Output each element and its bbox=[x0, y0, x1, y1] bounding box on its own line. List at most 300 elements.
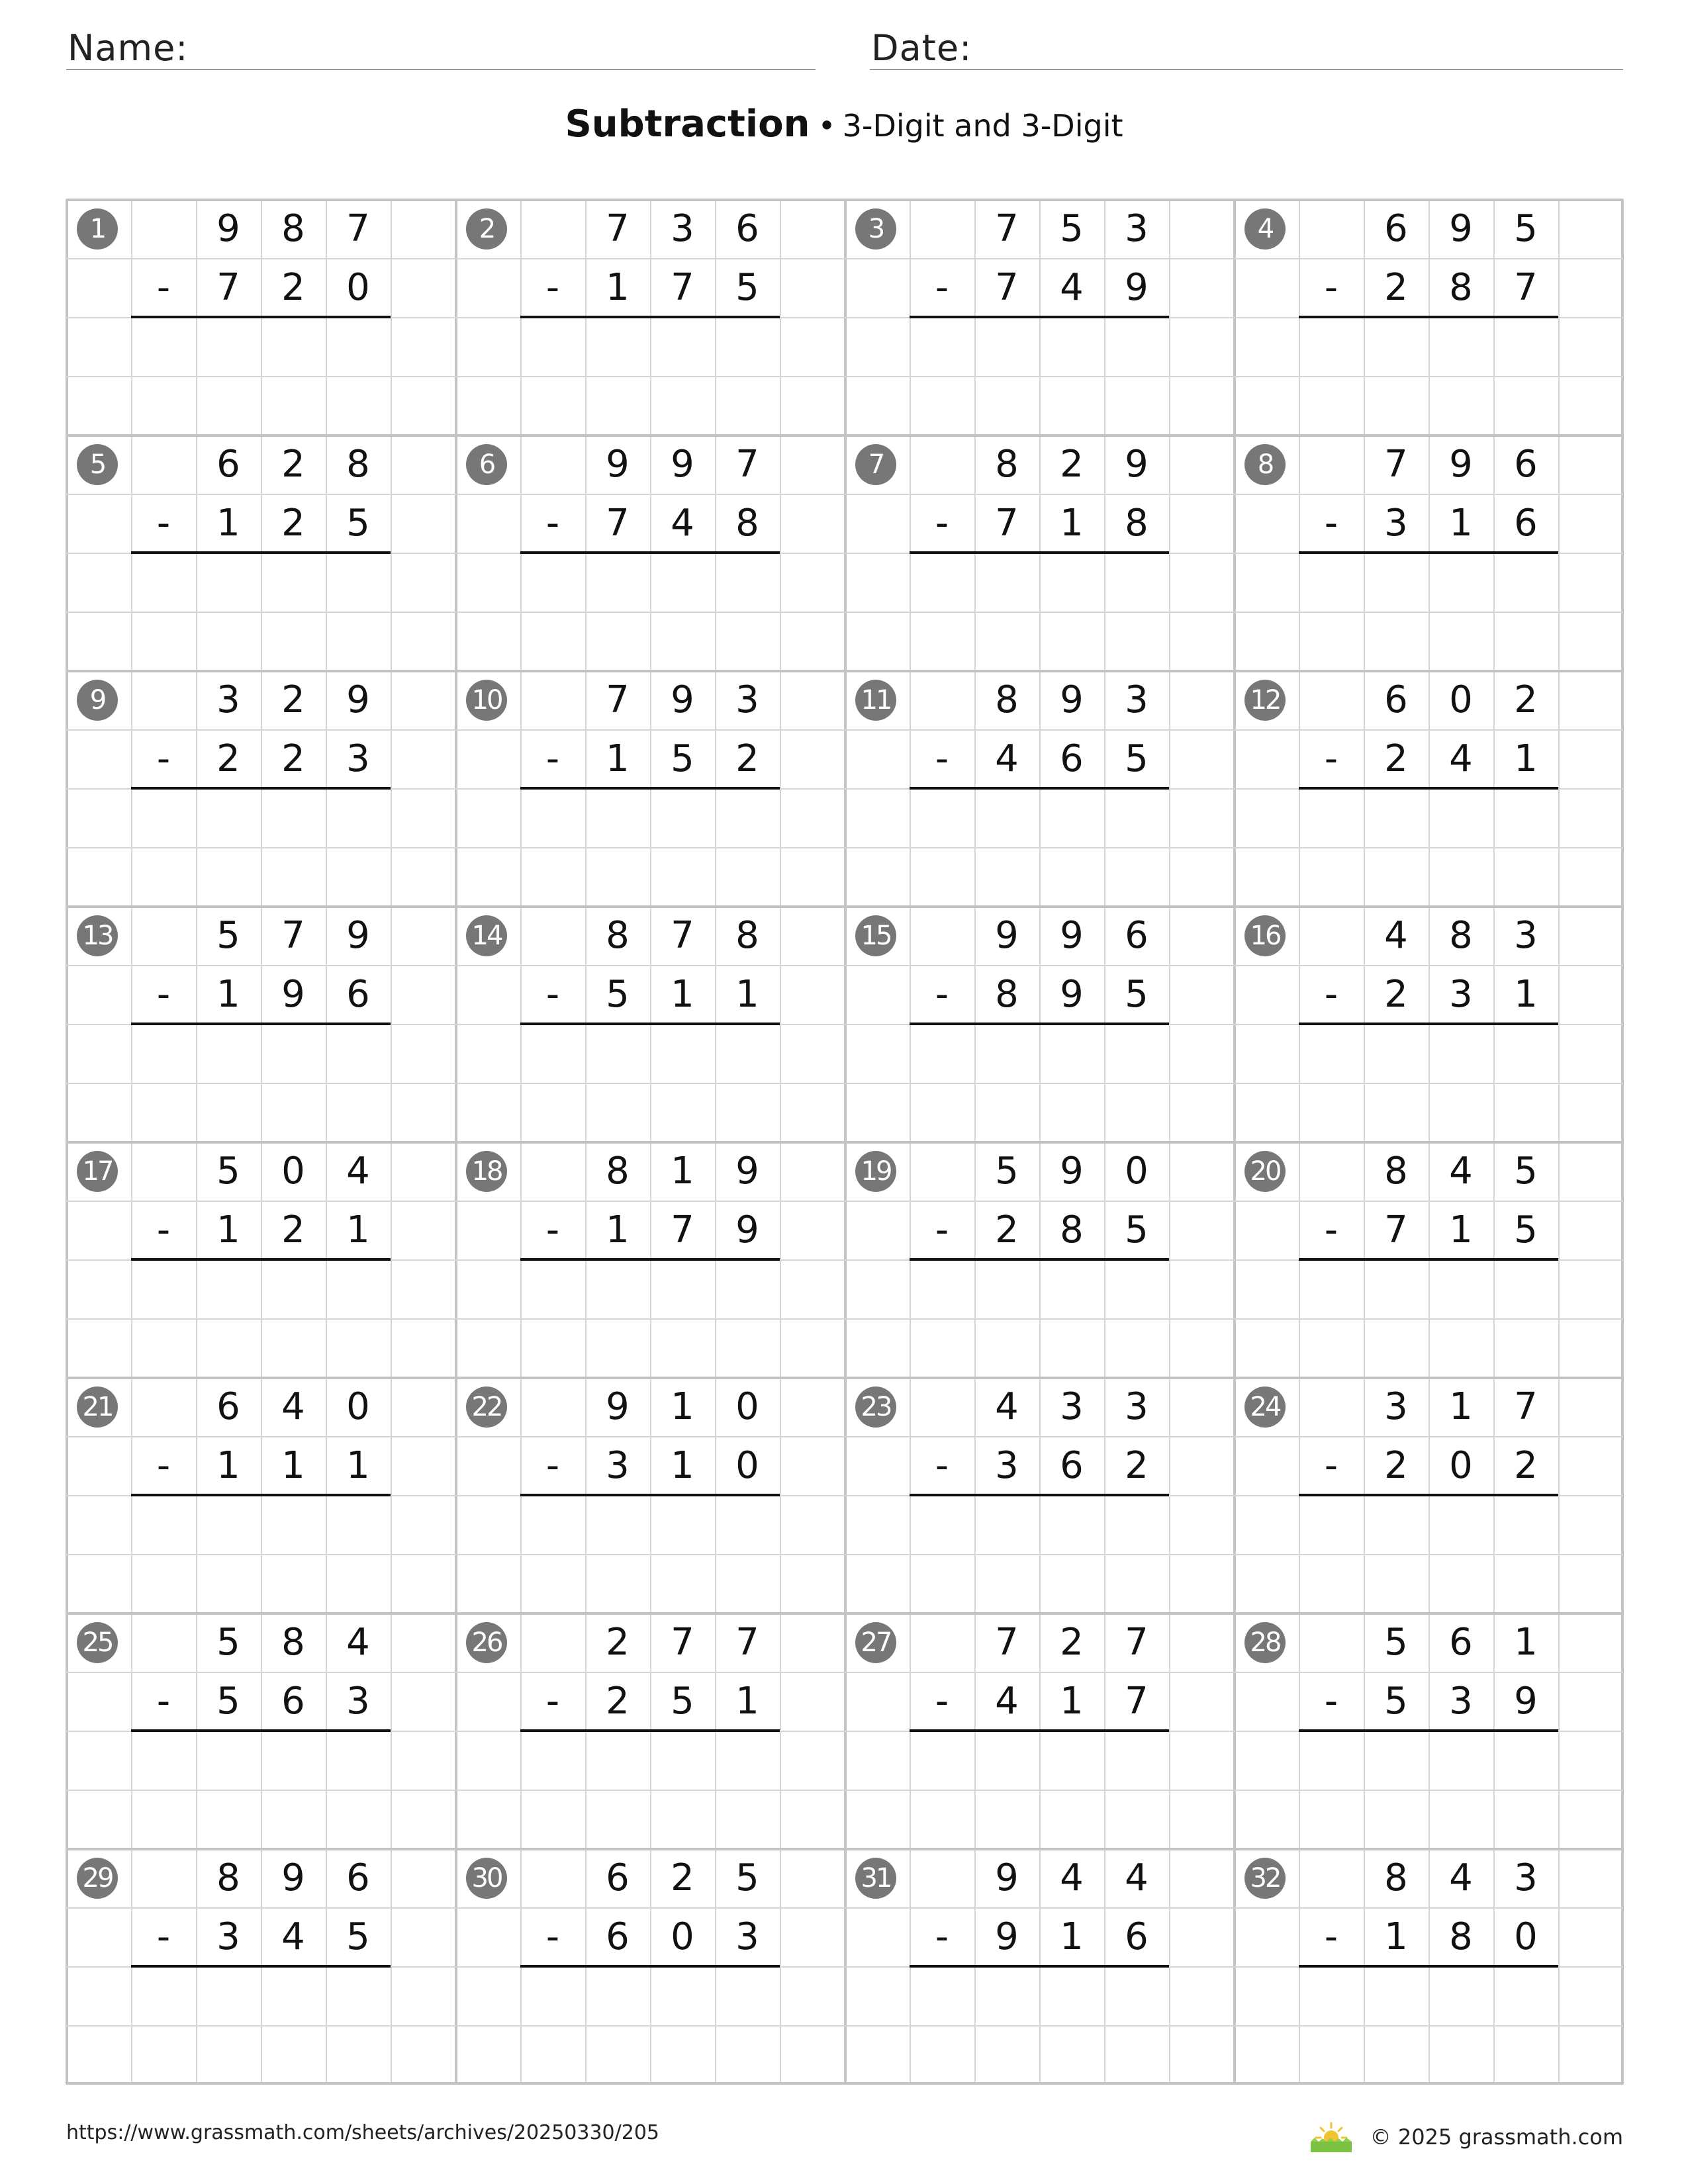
minus-sign: - bbox=[156, 1680, 171, 1723]
subtrahend-digit: 2 bbox=[281, 737, 305, 780]
problem-number-badge: 24 bbox=[1244, 1387, 1286, 1428]
subtrahend-digit: 1 bbox=[216, 1208, 240, 1251]
title-main: Subtraction bbox=[565, 103, 810, 146]
subtrahend-digit: 1 bbox=[1060, 1680, 1084, 1723]
minuend-digit: 0 bbox=[1449, 678, 1473, 721]
answer-line bbox=[910, 1965, 1169, 1968]
minuend-digit: 2 bbox=[281, 678, 305, 721]
subtrahend-digit: 4 bbox=[671, 502, 694, 545]
minuend-digit: 7 bbox=[735, 1621, 759, 1664]
minuend-digit: 8 bbox=[735, 914, 759, 957]
minuend-digit: 6 bbox=[1514, 443, 1538, 486]
subtrahend-digit: 5 bbox=[1514, 1208, 1538, 1251]
subtrahend-digit: 0 bbox=[671, 1915, 694, 1958]
problem-number-badge: 26 bbox=[466, 1622, 507, 1663]
minus-sign: - bbox=[545, 1208, 560, 1251]
subtrahend-digit: 5 bbox=[671, 737, 694, 780]
subtrahend-digit: 5 bbox=[606, 973, 630, 1016]
subtrahend-digit: 7 bbox=[1514, 266, 1538, 309]
problem-6 bbox=[455, 435, 845, 670]
subtrahend-digit: 2 bbox=[1514, 1444, 1538, 1487]
problem-13 bbox=[66, 906, 455, 1142]
problem-15 bbox=[845, 906, 1234, 1142]
answer-line bbox=[1299, 1965, 1558, 1968]
minus-sign: - bbox=[545, 1915, 560, 1958]
subtrahend-digit: 1 bbox=[606, 737, 630, 780]
minuend-digit: 5 bbox=[995, 1150, 1019, 1193]
date-label: Date: bbox=[871, 27, 972, 69]
subtrahend-digit: 2 bbox=[1384, 737, 1408, 780]
minus-sign: - bbox=[1324, 266, 1338, 309]
minuend-digit: 5 bbox=[735, 1856, 759, 1899]
answer-line bbox=[520, 1965, 780, 1968]
problem-16 bbox=[1234, 906, 1623, 1142]
answer-line bbox=[520, 1729, 780, 1732]
answer-line bbox=[1299, 1729, 1558, 1732]
minuend-digit: 9 bbox=[671, 443, 694, 486]
problem-29 bbox=[66, 1848, 455, 2084]
minuend-digit: 7 bbox=[1125, 1621, 1149, 1664]
problem-1 bbox=[66, 199, 455, 435]
subtrahend-digit: 8 bbox=[735, 502, 759, 545]
minus-sign: - bbox=[935, 1444, 949, 1487]
problem-3 bbox=[845, 199, 1234, 435]
answer-line bbox=[131, 1729, 391, 1732]
problem-number-badge: 13 bbox=[77, 915, 118, 956]
minus-sign: - bbox=[545, 502, 560, 545]
answer-line bbox=[131, 787, 391, 790]
minus-sign: - bbox=[156, 266, 171, 309]
subtrahend-digit: 9 bbox=[1125, 266, 1149, 309]
problem-5 bbox=[66, 435, 455, 670]
subtrahend-digit: 1 bbox=[671, 1444, 694, 1487]
subtrahend-digit: 1 bbox=[216, 973, 240, 1016]
minuend-digit: 7 bbox=[346, 207, 370, 250]
problem-number-badge: 9 bbox=[77, 680, 118, 721]
minuend-digit: 2 bbox=[1514, 678, 1538, 721]
subtrahend-digit: 9 bbox=[1514, 1680, 1538, 1723]
problem-number-badge: 27 bbox=[855, 1622, 896, 1663]
subtrahend-digit: 5 bbox=[1384, 1680, 1408, 1723]
footer-copyright-block bbox=[1308, 2120, 1623, 2154]
minuend-digit: 7 bbox=[606, 207, 630, 250]
problem-number-badge: 4 bbox=[1244, 208, 1286, 250]
minuend-digit: 4 bbox=[346, 1621, 370, 1664]
answer-line bbox=[520, 1494, 780, 1496]
minuend-digit: 3 bbox=[1514, 914, 1538, 957]
subtrahend-digit: 1 bbox=[735, 1680, 759, 1723]
subtrahend-digit: 2 bbox=[216, 737, 240, 780]
problem-number-badge: 8 bbox=[1244, 444, 1286, 485]
minuend-digit: 7 bbox=[1384, 443, 1408, 486]
minuend-digit: 7 bbox=[735, 443, 759, 486]
subtrahend-digit: 6 bbox=[606, 1915, 630, 1958]
subtrahend-digit: 5 bbox=[735, 266, 759, 309]
minus-sign: - bbox=[935, 737, 949, 780]
minuend-digit: 4 bbox=[346, 1150, 370, 1193]
problem-number-badge: 15 bbox=[855, 915, 896, 956]
subtrahend-digit: 2 bbox=[281, 502, 305, 545]
problem-2 bbox=[455, 199, 845, 435]
minuend-digit: 6 bbox=[606, 1856, 630, 1899]
sun-over-grass-icon bbox=[1308, 2120, 1354, 2154]
subtrahend-digit: 2 bbox=[281, 266, 305, 309]
minus-sign: - bbox=[156, 737, 171, 780]
minuend-digit: 3 bbox=[216, 678, 240, 721]
problem-20 bbox=[1234, 1142, 1623, 1377]
minuend-digit: 8 bbox=[346, 443, 370, 486]
minuend-digit: 9 bbox=[1449, 443, 1473, 486]
problem-number-badge: 18 bbox=[466, 1151, 507, 1192]
subtrahend-digit: 7 bbox=[1384, 1208, 1408, 1251]
minuend-digit: 5 bbox=[1384, 1621, 1408, 1664]
subtrahend-digit: 3 bbox=[346, 737, 370, 780]
subtrahend-digit: 6 bbox=[346, 973, 370, 1016]
problem-number-badge: 25 bbox=[77, 1622, 118, 1663]
minuend-digit: 8 bbox=[1384, 1150, 1408, 1193]
subtrahend-digit: 0 bbox=[1514, 1915, 1538, 1958]
subtrahend-digit: 2 bbox=[995, 1208, 1019, 1251]
subtrahend-digit: 2 bbox=[735, 737, 759, 780]
subtrahend-digit: 3 bbox=[346, 1680, 370, 1723]
name-field[interactable] bbox=[66, 24, 816, 70]
problem-number-badge: 30 bbox=[466, 1858, 507, 1899]
subtrahend-digit: 1 bbox=[1060, 502, 1084, 545]
minuend-digit: 6 bbox=[216, 443, 240, 486]
problem-7 bbox=[845, 435, 1234, 670]
subtrahend-digit: 5 bbox=[1125, 737, 1149, 780]
problem-24 bbox=[1234, 1377, 1623, 1613]
problem-number-badge: 2 bbox=[466, 208, 507, 250]
subtrahend-digit: 3 bbox=[606, 1444, 630, 1487]
minuend-digit: 9 bbox=[995, 914, 1019, 957]
subtrahend-digit: 1 bbox=[1514, 973, 1538, 1016]
answer-line bbox=[1299, 1258, 1558, 1261]
problem-number-badge: 32 bbox=[1244, 1858, 1286, 1899]
problem-number-badge: 3 bbox=[855, 208, 896, 250]
problem-number-badge: 21 bbox=[77, 1387, 118, 1428]
subtrahend-digit: 2 bbox=[281, 1208, 305, 1251]
minuend-digit: 4 bbox=[1449, 1856, 1473, 1899]
subtrahend-digit: 1 bbox=[606, 1208, 630, 1251]
answer-line bbox=[1299, 316, 1558, 318]
subtrahend-digit: 1 bbox=[1060, 1915, 1084, 1958]
minuend-digit: 8 bbox=[606, 914, 630, 957]
answer-line bbox=[520, 551, 780, 554]
minus-sign: - bbox=[545, 1444, 560, 1487]
subtrahend-digit: 1 bbox=[346, 1208, 370, 1251]
minus-sign: - bbox=[935, 1208, 949, 1251]
subtrahend-digit: 3 bbox=[1449, 1680, 1473, 1723]
minus-sign: - bbox=[545, 1680, 560, 1723]
problem-number-badge: 19 bbox=[855, 1151, 896, 1192]
minuend-digit: 2 bbox=[281, 443, 305, 486]
minuend-digit: 4 bbox=[1449, 1150, 1473, 1193]
subtrahend-digit: 6 bbox=[1060, 1444, 1084, 1487]
minuend-digit: 8 bbox=[216, 1856, 240, 1899]
minus-sign: - bbox=[1324, 1444, 1338, 1487]
minuend-digit: 6 bbox=[1125, 914, 1149, 957]
minuend-digit: 3 bbox=[1514, 1856, 1538, 1899]
problem-number-badge: 22 bbox=[466, 1387, 507, 1428]
problem-number-badge: 31 bbox=[855, 1858, 896, 1899]
minus-sign: - bbox=[1324, 737, 1338, 780]
problem-21 bbox=[66, 1377, 455, 1613]
minus-sign: - bbox=[935, 1915, 949, 1958]
subtrahend-digit: 7 bbox=[1125, 1680, 1149, 1723]
minuend-digit: 8 bbox=[1449, 914, 1473, 957]
minuend-digit: 1 bbox=[1514, 1621, 1538, 1664]
minuend-digit: 3 bbox=[671, 207, 694, 250]
subtrahend-digit: 1 bbox=[216, 1444, 240, 1487]
problem-number-badge: 29 bbox=[77, 1858, 118, 1899]
subtrahend-digit: 2 bbox=[1384, 1444, 1408, 1487]
minus-sign: - bbox=[1324, 973, 1338, 1016]
problem-19 bbox=[845, 1142, 1234, 1377]
answer-line bbox=[520, 1023, 780, 1025]
answer-line bbox=[910, 1023, 1169, 1025]
subtrahend-digit: 9 bbox=[995, 1915, 1019, 1958]
problem-number-badge: 17 bbox=[77, 1151, 118, 1192]
subtrahend-digit: 9 bbox=[1060, 973, 1084, 1016]
minuend-digit: 3 bbox=[1125, 1385, 1149, 1428]
minus-sign: - bbox=[545, 737, 560, 780]
minus-sign: - bbox=[545, 266, 560, 309]
subtrahend-digit: 7 bbox=[671, 266, 694, 309]
problem-number-badge: 7 bbox=[855, 444, 896, 485]
answer-line bbox=[520, 316, 780, 318]
subtrahend-digit: 1 bbox=[216, 502, 240, 545]
minuend-digit: 7 bbox=[1514, 1385, 1538, 1428]
answer-line bbox=[1299, 551, 1558, 554]
subtrahend-digit: 3 bbox=[1384, 502, 1408, 545]
problem-number-badge: 16 bbox=[1244, 915, 1286, 956]
subtrahend-digit: 4 bbox=[1449, 737, 1473, 780]
answer-line bbox=[520, 787, 780, 790]
subtrahend-digit: 5 bbox=[671, 1680, 694, 1723]
subtrahend-digit: 8 bbox=[1449, 1915, 1473, 1958]
problem-28 bbox=[1234, 1613, 1623, 1848]
answer-line bbox=[1299, 787, 1558, 790]
minuend-digit: 1 bbox=[671, 1150, 694, 1193]
problem-number-badge: 1 bbox=[77, 208, 118, 250]
answer-line bbox=[910, 1494, 1169, 1496]
minus-sign: - bbox=[935, 973, 949, 1016]
problem-number-badge: 28 bbox=[1244, 1622, 1286, 1663]
minuend-digit: 0 bbox=[735, 1385, 759, 1428]
minuend-digit: 3 bbox=[735, 678, 759, 721]
minuend-digit: 9 bbox=[1060, 914, 1084, 957]
minus-sign: - bbox=[156, 973, 171, 1016]
subtrahend-digit: 6 bbox=[1060, 737, 1084, 780]
problem-11 bbox=[845, 670, 1234, 906]
minuend-digit: 3 bbox=[1060, 1385, 1084, 1428]
subtrahend-digit: 5 bbox=[346, 1915, 370, 1958]
subtrahend-digit: 1 bbox=[735, 973, 759, 1016]
minuend-digit: 1 bbox=[1449, 1385, 1473, 1428]
minuend-digit: 5 bbox=[216, 914, 240, 957]
subtrahend-digit: 9 bbox=[735, 1208, 759, 1251]
problem-31 bbox=[845, 1848, 1234, 2084]
minus-sign: - bbox=[935, 1680, 949, 1723]
subtrahend-digit: 2 bbox=[606, 1680, 630, 1723]
minus-sign: - bbox=[1324, 1915, 1338, 1958]
minuend-digit: 5 bbox=[216, 1150, 240, 1193]
minuend-digit: 8 bbox=[606, 1150, 630, 1193]
subtrahend-digit: 0 bbox=[735, 1444, 759, 1487]
subtrahend-digit: 6 bbox=[1514, 502, 1538, 545]
subtrahend-digit: 4 bbox=[995, 737, 1019, 780]
answer-line bbox=[520, 1258, 780, 1261]
answer-line bbox=[910, 1258, 1169, 1261]
minuend-digit: 9 bbox=[1060, 678, 1084, 721]
answer-line bbox=[131, 1023, 391, 1025]
footer-url: https://www.grassmath.com/sheets/archives/20250330/205 bbox=[66, 2121, 660, 2144]
problem-number-badge: 14 bbox=[466, 915, 507, 956]
subtrahend-digit: 6 bbox=[1125, 1915, 1149, 1958]
minuend-digit: 6 bbox=[1449, 1621, 1473, 1664]
subtrahend-digit: 1 bbox=[671, 973, 694, 1016]
subtrahend-digit: 8 bbox=[1449, 266, 1473, 309]
answer-line bbox=[131, 551, 391, 554]
problem-number-badge: 11 bbox=[855, 680, 896, 721]
subtrahend-digit: 2 bbox=[1125, 1444, 1149, 1487]
minuend-digit: 6 bbox=[346, 1856, 370, 1899]
minuend-digit: 9 bbox=[216, 207, 240, 250]
minuend-digit: 4 bbox=[1060, 1856, 1084, 1899]
minuend-digit: 8 bbox=[1384, 1856, 1408, 1899]
subtrahend-digit: 4 bbox=[281, 1915, 305, 1958]
problem-27 bbox=[845, 1613, 1234, 1848]
problem-9 bbox=[66, 670, 455, 906]
problem-number-badge: 10 bbox=[466, 680, 507, 721]
subtrahend-digit: 8 bbox=[995, 973, 1019, 1016]
subtrahend-digit: 0 bbox=[346, 266, 370, 309]
subtrahend-digit: 5 bbox=[346, 502, 370, 545]
minuend-digit: 8 bbox=[281, 207, 305, 250]
minuend-digit: 6 bbox=[216, 1385, 240, 1428]
minus-sign: - bbox=[1324, 1208, 1338, 1251]
minuend-digit: 7 bbox=[671, 1621, 694, 1664]
subtrahend-digit: 1 bbox=[1449, 1208, 1473, 1251]
minus-sign: - bbox=[156, 1208, 171, 1251]
subtrahend-digit: 3 bbox=[1449, 973, 1473, 1016]
problem-10 bbox=[455, 670, 845, 906]
subtrahend-digit: 4 bbox=[1060, 266, 1084, 309]
minuend-digit: 7 bbox=[606, 678, 630, 721]
minuend-digit: 4 bbox=[1384, 914, 1408, 957]
minuend-digit: 5 bbox=[1514, 1150, 1538, 1193]
problem-number-badge: 12 bbox=[1244, 680, 1286, 721]
problem-12 bbox=[1234, 670, 1623, 906]
minuend-digit: 5 bbox=[1514, 207, 1538, 250]
answer-line bbox=[1299, 1023, 1558, 1025]
problem-14 bbox=[455, 906, 845, 1142]
minuend-digit: 4 bbox=[995, 1385, 1019, 1428]
answer-line bbox=[910, 551, 1169, 554]
minuend-digit: 3 bbox=[1384, 1385, 1408, 1428]
minuend-digit: 4 bbox=[1125, 1856, 1149, 1899]
name-label: Name: bbox=[68, 27, 189, 69]
problem-number-badge: 5 bbox=[77, 444, 118, 485]
answer-line bbox=[910, 1729, 1169, 1732]
minuend-digit: 3 bbox=[1125, 678, 1149, 721]
footer-copyright: © 2025 grassmath.com bbox=[1370, 2124, 1623, 2150]
minuend-digit: 8 bbox=[281, 1621, 305, 1664]
minuend-digit: 9 bbox=[346, 914, 370, 957]
minus-sign: - bbox=[156, 1444, 171, 1487]
subtrahend-digit: 2 bbox=[1384, 266, 1408, 309]
subtrahend-digit: 5 bbox=[216, 1680, 240, 1723]
problem-4 bbox=[1234, 199, 1623, 435]
subtrahend-digit: 6 bbox=[281, 1680, 305, 1723]
answer-line bbox=[1299, 1494, 1558, 1496]
minuend-digit: 2 bbox=[606, 1621, 630, 1664]
date-field[interactable] bbox=[870, 24, 1623, 70]
minuend-digit: 5 bbox=[216, 1621, 240, 1664]
minuend-digit: 3 bbox=[1125, 207, 1149, 250]
minuend-digit: 9 bbox=[735, 1150, 759, 1193]
subtrahend-digit: 1 bbox=[1449, 502, 1473, 545]
subtrahend-digit: 3 bbox=[216, 1915, 240, 1958]
minus-sign: - bbox=[156, 502, 171, 545]
minuend-digit: 9 bbox=[606, 443, 630, 486]
minuend-digit: 7 bbox=[281, 914, 305, 957]
subtrahend-digit: 5 bbox=[1125, 1208, 1149, 1251]
subtrahend-digit: 7 bbox=[671, 1208, 694, 1251]
problem-number-badge: 6 bbox=[466, 444, 507, 485]
minus-sign: - bbox=[935, 266, 949, 309]
minuend-digit: 0 bbox=[281, 1150, 305, 1193]
answer-line bbox=[131, 1258, 391, 1261]
problem-number-badge: 23 bbox=[855, 1387, 896, 1428]
minuend-digit: 9 bbox=[995, 1856, 1019, 1899]
minuend-digit: 9 bbox=[1060, 1150, 1084, 1193]
problem-grid bbox=[66, 199, 1623, 2084]
problem-18 bbox=[455, 1142, 845, 1377]
minuend-digit: 9 bbox=[671, 678, 694, 721]
minuend-digit: 9 bbox=[1449, 207, 1473, 250]
answer-line bbox=[131, 1965, 391, 1968]
problem-30 bbox=[455, 1848, 845, 2084]
minus-sign: - bbox=[1324, 502, 1338, 545]
subtrahend-digit: 8 bbox=[1060, 1208, 1084, 1251]
subtrahend-digit: 7 bbox=[606, 502, 630, 545]
problem-26 bbox=[455, 1613, 845, 1848]
minuend-digit: 5 bbox=[1060, 207, 1084, 250]
subtrahend-digit: 7 bbox=[216, 266, 240, 309]
problem-8 bbox=[1234, 435, 1623, 670]
subtrahend-digit: 7 bbox=[995, 502, 1019, 545]
problem-17 bbox=[66, 1142, 455, 1377]
answer-line bbox=[131, 316, 391, 318]
subtrahend-digit: 3 bbox=[735, 1915, 759, 1958]
minuend-digit: 0 bbox=[346, 1385, 370, 1428]
minuend-digit: 2 bbox=[1060, 1621, 1084, 1664]
minuend-digit: 9 bbox=[346, 678, 370, 721]
subtrahend-digit: 1 bbox=[281, 1444, 305, 1487]
minuend-digit: 2 bbox=[1060, 443, 1084, 486]
subtrahend-digit: 0 bbox=[1449, 1444, 1473, 1487]
minuend-digit: 9 bbox=[281, 1856, 305, 1899]
minuend-digit: 4 bbox=[281, 1385, 305, 1428]
minuend-digit: 7 bbox=[995, 207, 1019, 250]
subtrahend-digit: 1 bbox=[1384, 1915, 1408, 1958]
minus-sign: - bbox=[935, 502, 949, 545]
problem-32 bbox=[1234, 1848, 1623, 2084]
subtrahend-digit: 1 bbox=[346, 1444, 370, 1487]
subtrahend-digit: 2 bbox=[1384, 973, 1408, 1016]
